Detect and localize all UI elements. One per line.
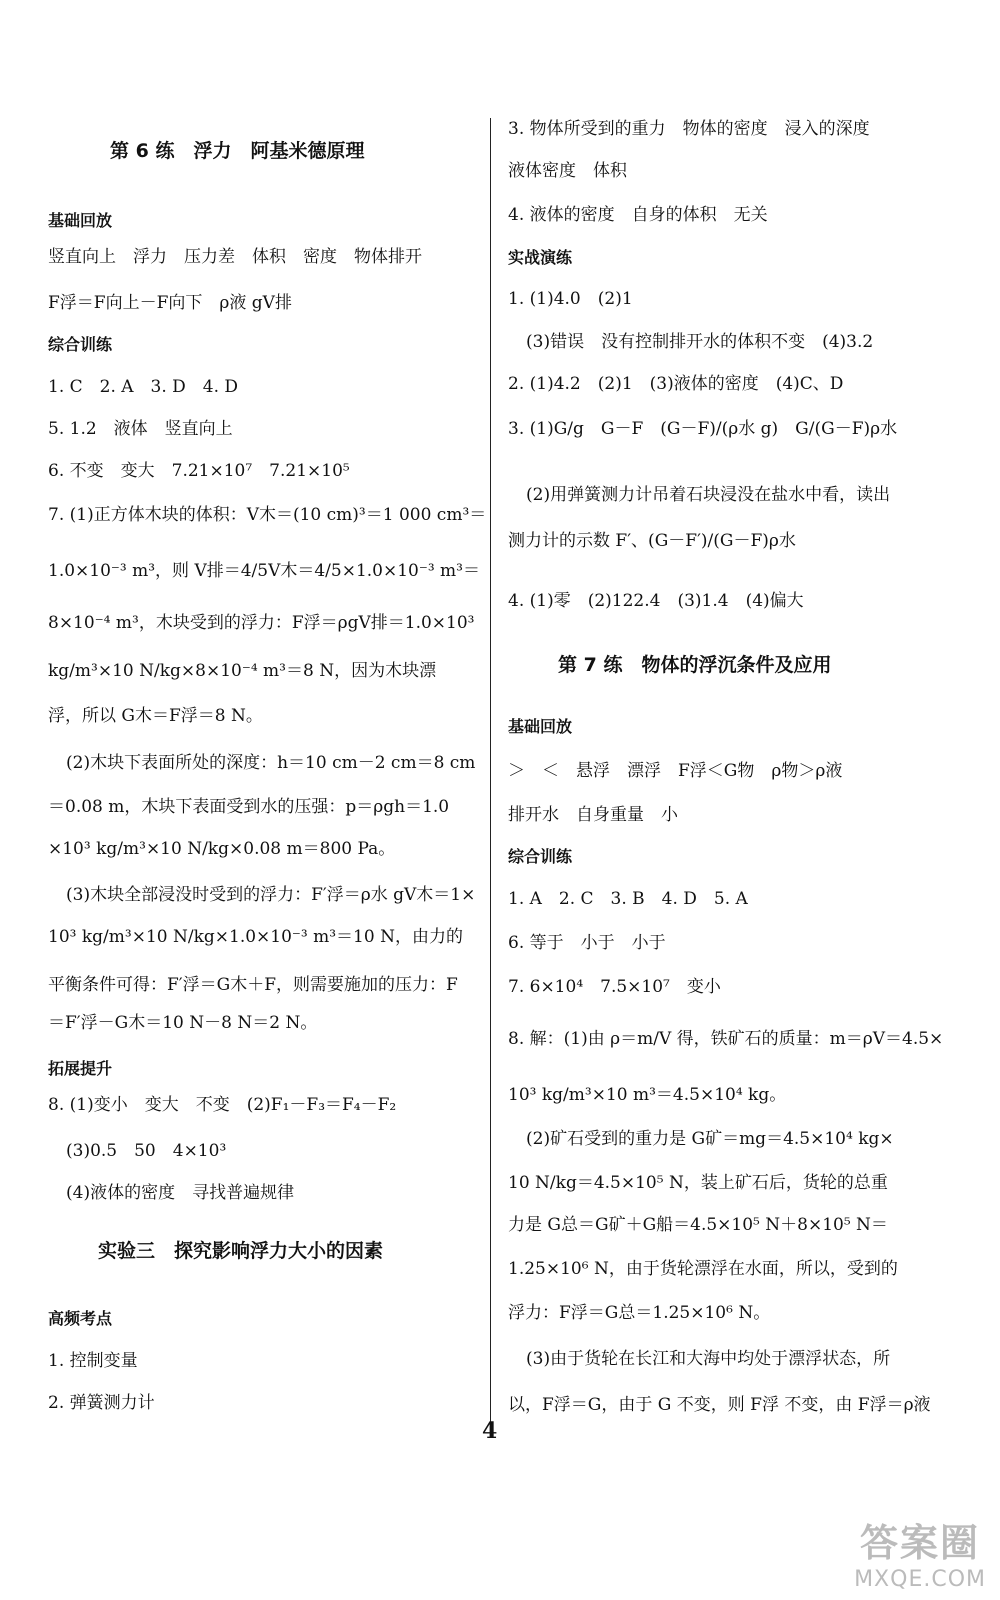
section-heading: 综合训练 — [508, 847, 573, 866]
answer-line: 1. 控制变量 — [48, 1351, 138, 1371]
section-heading: 综合训练 — [48, 335, 113, 354]
answer-line: 竖直向上 浮力 压力差 体积 密度 物体排开 — [48, 247, 422, 267]
answer-line: 力是 G总＝G矿＋G船＝4.5×10⁵ N＋8×10⁵ N＝ — [508, 1215, 888, 1235]
answer-line: 6. 等于 小于 小于 — [508, 933, 666, 953]
answer-line: 1.25×10⁶ N，由于货轮漂浮在水面，所以，受到的 — [508, 1259, 898, 1279]
answer-line: 2. 弹簧测力计 — [48, 1393, 155, 1413]
section-heading: 基础回放 — [48, 211, 113, 230]
answer-line: 8. 解：(1)由 ρ＝m/V 得，铁矿石的质量：m＝ρV＝4.5× — [508, 1029, 944, 1049]
section-heading: 高频考点 — [48, 1309, 113, 1328]
answer-line: (4)液体的密度 寻找普遍规律 — [66, 1183, 295, 1203]
column-divider — [490, 118, 491, 1438]
section-heading: 基础回放 — [508, 717, 573, 736]
answer-line: 3. 物体所受到的重力 物体的密度 浸入的深度 — [508, 119, 870, 139]
section-heading: 拓展提升 — [48, 1059, 113, 1078]
answer-line: 4. (1)零 (2)122.4 (3)1.4 (4)偏大 — [508, 591, 804, 611]
answer-line: (3)0.5 50 4×10³ — [66, 1141, 227, 1161]
answer-line: 平衡条件可得：F′浮＝G木＋F，则需要施加的压力：F — [48, 975, 458, 995]
page-number: 4 — [482, 1418, 498, 1444]
answer-line: 7. 6×10⁴ 7.5×10⁷ 变小 — [508, 977, 721, 997]
answer-line: (2)矿石受到的重力是 G矿＝mg＝4.5×10⁴ kg× — [526, 1129, 894, 1149]
answer-line: 10³ kg/m³×10 N/kg×1.0×10⁻³ m³＝10 N，由力的 — [48, 927, 463, 947]
answer-line: (3)木块全部浸没时受到的浮力：F′浮＝ρ水 gV木＝1× — [66, 885, 476, 905]
answer-line: 10 N/kg＝4.5×10⁵ N，装上矿石后，货轮的总重 — [508, 1173, 888, 1193]
answer-line: (3)由于货轮在长江和大海中均处于漂浮状态，所 — [526, 1349, 891, 1369]
answer-line: ＝F′浮－G木＝10 N－8 N＝2 N。 — [48, 1013, 318, 1033]
answer-line: (2)用弹簧测力计吊着石块浸没在盐水中看，读出 — [526, 485, 891, 505]
answer-line: 3. (1)G/g G－F (G－F)/(ρ水 g) G/(G－F)ρ水 — [508, 419, 898, 439]
answer-line: kg/m³×10 N/kg×8×10⁻⁴ m³＝8 N，因为木块漂 — [48, 661, 437, 681]
watermark-logo: 答案圈 MXQE.COM — [854, 1521, 986, 1592]
section-heading: 实战演练 — [508, 248, 573, 267]
answer-line: 4. 液体的密度 自身的体积 无关 — [508, 205, 768, 225]
answer-line: 1. A 2. C 3. B 4. D 5. A — [508, 889, 748, 909]
section-title: 实验三 探究影响浮力大小的因素 — [98, 1240, 384, 1262]
answer-line: 8. (1)变小 变大 不变 (2)F₁－F₃＝F₄－F₂ — [48, 1095, 397, 1115]
answer-line: 1. C 2. A 3. D 4. D — [48, 377, 239, 397]
answer-line: 排开水 自身重量 小 — [508, 805, 678, 825]
answer-line: 浮力：F浮＝G总＝1.25×10⁶ N。 — [508, 1303, 771, 1323]
answer-line: 2. (1)4.2 (2)1 (3)液体的密度 (4)C、D — [508, 374, 844, 394]
answer-line: ×10³ kg/m³×10 N/kg×0.08 m＝800 Pa。 — [48, 839, 396, 859]
answer-line: 10³ kg/m³×10 m³＝4.5×10⁴ kg。 — [508, 1085, 787, 1105]
answer-line: F浮＝F向上－F向下 ρ液 gV排 — [48, 293, 292, 313]
answer-line: 8×10⁻⁴ m³，木块受到的浮力：F浮＝ρgV排＝1.0×10³ — [48, 613, 475, 633]
answer-line: (2)木块下表面所处的深度：h＝10 cm－2 cm＝8 cm — [66, 753, 476, 773]
section-title: 第 7 练 物体的浮沉条件及应用 — [558, 654, 832, 676]
answer-line: 液体密度 体积 — [508, 161, 627, 181]
answer-line: 6. 不变 变大 7.21×10⁷ 7.21×10⁵ — [48, 461, 350, 481]
answer-line: 1. (1)4.0 (2)1 — [508, 289, 633, 309]
answer-line: ＝0.08 m，木块下表面受到水的压强：p＝ρgh＝1.0 — [48, 797, 450, 817]
answer-line: 浮，所以 G木＝F浮＝8 N。 — [48, 706, 263, 726]
answer-line: 5. 1.2 液体 竖直向上 — [48, 419, 233, 439]
section-title: 第 6 练 浮力 阿基米德原理 — [110, 140, 365, 162]
answer-line: (3)错误 没有控制排开水的体积不变 (4)3.2 — [526, 332, 874, 352]
answer-line: 1.0×10⁻³ m³，则 V排＝4/5V木＝4/5×1.0×10⁻³ m³＝ — [48, 561, 480, 581]
answer-line: 以，F浮＝G，由于 G 不变，则 F浮 不变，由 F浮＝ρ液 — [508, 1395, 931, 1415]
answer-line: 测力计的示数 F′、(G－F′)/(G－F)ρ水 — [508, 531, 796, 551]
answer-line: 7. (1)正方体木块的体积：V木＝(10 cm)³＝1 000 cm³＝ — [48, 505, 487, 525]
answer-line: ＞ ＜ 悬浮 漂浮 F浮＜G物 ρ物＞ρ液 — [508, 761, 843, 781]
